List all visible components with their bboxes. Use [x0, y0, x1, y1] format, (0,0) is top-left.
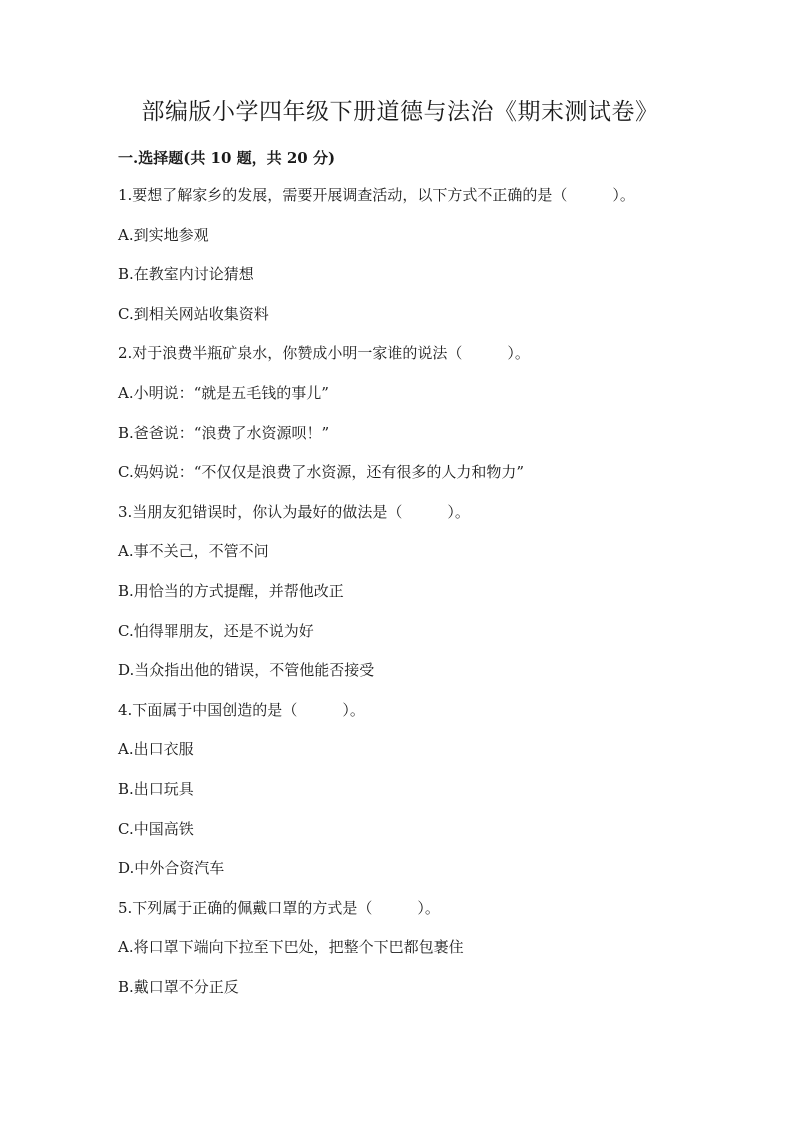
question-stem: 1.要想了解家乡的发展，需要开展调查活动，以下方式不正确的是（ ）。 — [118, 186, 635, 204]
section-heading: 一.选择题(共 10 题，共 20 分) — [118, 149, 336, 167]
answer-option: B.爸爸说：“浪费了水资源呗！” — [118, 423, 330, 442]
answer-option: A.事不关己，不管不问 — [118, 542, 269, 561]
question-stem: 2.对于浪费半瓶矿泉水，你赞成小明一家谁的说法（ ）。 — [118, 344, 530, 363]
answer-option: D.当众指出他的错误，不管他能否接受 — [118, 661, 375, 680]
answer-option: C.妈妈说：“不仅仅是浪费了水资源，还有很多的人力和物力” — [118, 463, 525, 482]
question-list — [118, 184, 718, 1015]
answer-option: A.将口罩下端向下拉至下巴处，把整个下巴都包裹住 — [118, 938, 464, 957]
answer-option: A.小明说：“就是五毛钱的事儿” — [118, 383, 329, 402]
question-stem: 3.当朋友犯错误时，你认为最好的做法是（ ）。 — [118, 502, 470, 521]
answer-option: B.出口玩具 — [118, 779, 194, 798]
answer-option: C.到相关网站收集资料 — [118, 304, 269, 323]
question-stem: 4.下面属于中国创造的是（ ）。 — [118, 700, 365, 719]
answer-option: C.中国高铁 — [118, 819, 194, 838]
answer-option: B.用恰当的方式提醒，并帮他改正 — [118, 581, 344, 600]
answer-option: A.到实地参观 — [118, 225, 209, 244]
answer-option: C.怕得罪朋友，还是不说为好 — [118, 621, 314, 640]
page-title: 部编版小学四年级下册道德与法治《期末测试卷》 — [141, 99, 659, 125]
answer-option: D.中外合资汽车 — [118, 859, 225, 878]
answer-option: B.戴口罩不分正反 — [118, 977, 239, 996]
answer-option: B.在教室内讨论猜想 — [118, 265, 254, 284]
answer-option: A.出口衣服 — [118, 740, 194, 759]
question-stem: 5.下列属于正确的佩戴口罩的方式是（ ）。 — [118, 898, 440, 917]
